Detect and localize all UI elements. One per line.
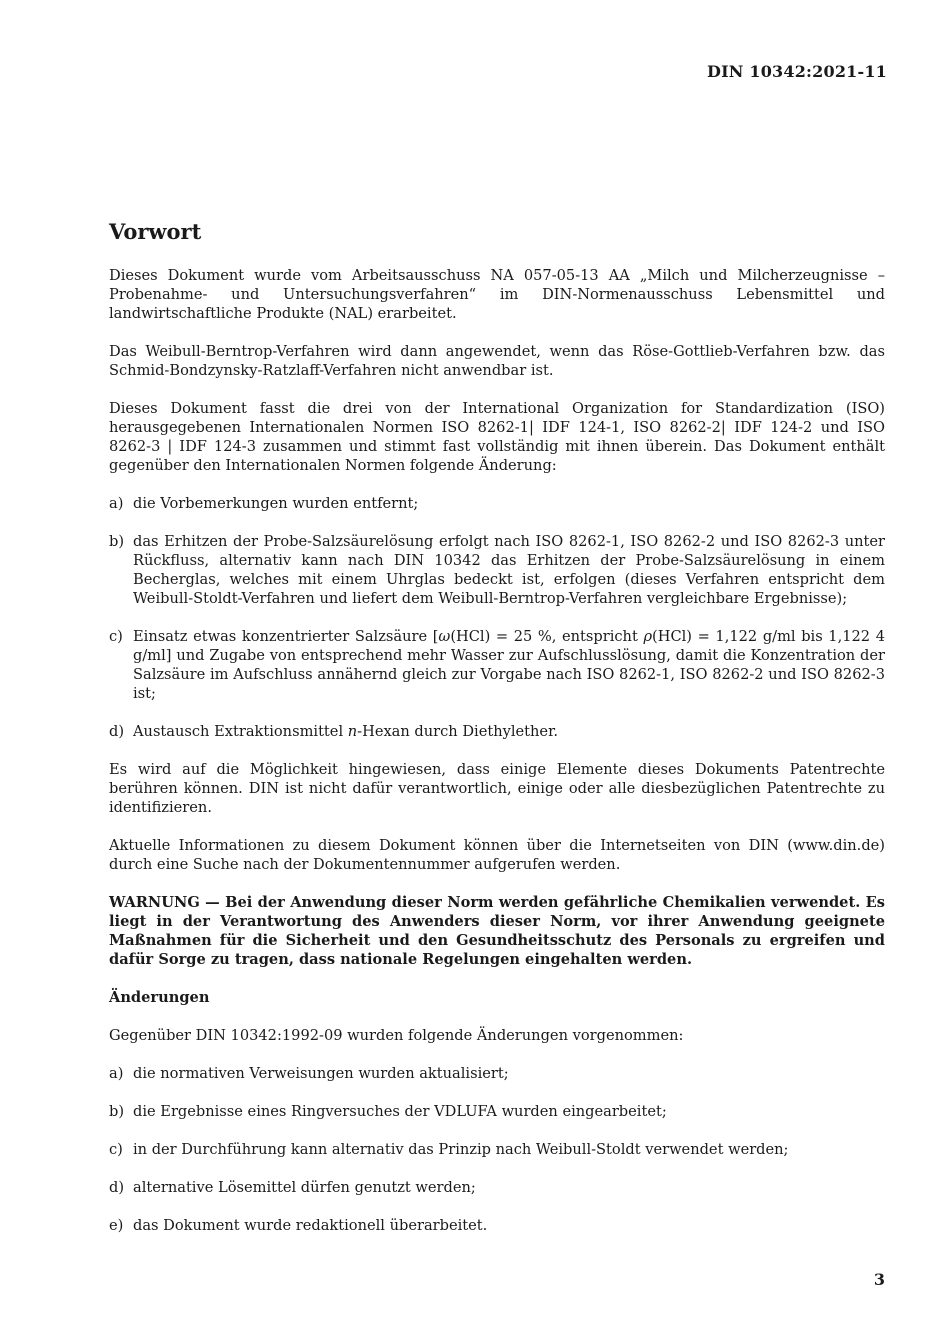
list-item-text: alternative Lösemittel dürfen genutzt werden;	[133, 1179, 476, 1196]
list-item	[109, 1102, 885, 1121]
iso-changes-list	[109, 494, 885, 741]
list-item	[109, 1140, 885, 1159]
list-item	[109, 1064, 885, 1083]
rho-symbol: ρ	[643, 628, 653, 645]
list-item	[109, 627, 885, 703]
list-marker: b)	[109, 1103, 125, 1120]
list-marker: c)	[109, 1141, 123, 1158]
list-item	[109, 722, 885, 741]
list-item-text: die Vorbemerkungen wurden entfernt;	[133, 495, 419, 512]
list-marker: e)	[109, 1217, 124, 1234]
paragraph-iso-summary: Dieses Dokument fasst die drei von der International Organization for Standardization (ISO) herausgegebenen Internationalen Normen ISO 8262-1| IDF 124-1, ISO 8262-2| IDF 124-2 und ISO 8262-3 | IDF 124-3 zusammen und stimmt fast vollständig mit ihnen überein. Das Dokument enthält gegenüber den Internationalen Normen folgende Änderung:	[109, 400, 885, 474]
list-item	[109, 1216, 885, 1235]
list-marker: d)	[109, 1179, 125, 1196]
aenderungen-list	[109, 1064, 885, 1235]
paragraph-aenderungen-intro: Gegenüber DIN 10342:1992-09 wurden folgende Änderungen vorgenommen:	[109, 1027, 684, 1044]
list-item-text-part: (HCl) = 1,122 g/ml bis 1,122 4 g/ml] und Zugabe von entsprechend mehr Wasser zur Aufschlusslösung, damit die Konzentration der Salzsäure im Aufschluss annähernd gleich zur Vorgabe nach ISO 8262-1, ISO 8262-2 und ISO 8262-3 ist;	[133, 628, 885, 702]
list-item-text: die normativen Verweisungen wurden aktualisiert;	[133, 1065, 509, 1082]
list-marker: c)	[109, 628, 123, 645]
list-item-text-part: Austausch Extraktionsmittel	[133, 723, 348, 740]
section-title-vorwort: Vorwort	[109, 219, 202, 244]
list-marker: a)	[109, 1065, 124, 1082]
list-item	[109, 494, 885, 513]
list-item-text-part: (HCl) = 25 %, entspricht	[450, 628, 644, 645]
document-id: DIN 10342:2021-11	[707, 62, 887, 81]
paragraph-committee: Dieses Dokument wurde vom Arbeitsausschuss NA 057-05-13 AA „Milch und Milcherzeugnisse – Probenahme- und Untersuchungsverfahren“ im DIN-Normenausschuss Lebensmittel und landwirtschaftliche Produkte (NAL) erarbeitet.	[109, 267, 885, 322]
warning-paragraph: WARNUNG — Bei der Anwendung dieser Norm werden gefährliche Chemikalien verwendet. Es liegt in der Verantwortung des Anwenders dieser Norm, vor ihrer Anwendung geeignete Maßnahmen für die Sicherheit und den Gesundheitsschutz des Personals zu ergreifen und dafür Sorge zu tragen, dass nationale Regelungen eingehalten werden.	[109, 894, 885, 968]
list-item	[109, 532, 885, 608]
list-marker: d)	[109, 723, 125, 740]
paragraph-information: Aktuelle Informationen zu diesem Dokument können über die Internetseiten von DIN (www.din.de) durch eine Suche nach der Dokumentennummer aufgerufen werden.	[109, 837, 885, 873]
page-number: 3	[873, 1270, 885, 1289]
list-item-text-part: -Hexan durch Diethylether.	[357, 723, 559, 740]
list-item	[109, 1178, 885, 1197]
list-item-text: das Erhitzen der Probe-Salzsäurelösung erfolgt nach ISO 8262-1, ISO 8262-2 und ISO 8262-3 unter Rückfluss, alternativ kann nach DIN 10342 das Erhitzen der Probe-Salzsäurelösung in einem Becherglas, welches mit einem Uhrglas bedeckt ist, erfolgen (dieses Verfahren entspricht dem Weibull-Stoldt-Verfahren und liefert dem Weibull-Berntrop-Verfahren vergleichbare Ergebnisse);	[133, 533, 885, 607]
list-item-text-part: Einsatz etwas konzentrierter Salzsäure [	[133, 628, 439, 645]
list-item-text: das Dokument wurde redaktionell überarbeitet.	[133, 1217, 488, 1234]
list-item-text: in der Durchführung kann alternativ das Prinzip nach Weibull-Stoldt verwendet werden;	[133, 1141, 789, 1158]
omega-symbol: ω	[438, 628, 451, 645]
italic-n: n	[347, 723, 358, 740]
list-marker: b)	[109, 533, 125, 550]
list-marker: a)	[109, 495, 124, 512]
paragraph-method: Das Weibull-Berntrop-Verfahren wird dann angewendet, wenn das Röse-Gottlieb-Verfahren bzw. das Schmid-Bondzynsky-Ratzlaff-Verfahren nicht anwendbar ist.	[109, 343, 885, 379]
page-content	[109, 218, 885, 1254]
paragraph-patents: Es wird auf die Möglichkeit hingewiesen, dass einige Elemente dieses Dokuments Patentrechte berühren können. DIN ist nicht dafür verantwortlich, einige oder alle diesbezüglichen Patentrechte zu identifizieren.	[109, 761, 885, 816]
section-heading-aenderungen: Änderungen	[109, 989, 210, 1006]
list-item-text: die Ergebnisse eines Ringversuches der VDLUFA wurden eingearbeitet;	[133, 1103, 667, 1120]
